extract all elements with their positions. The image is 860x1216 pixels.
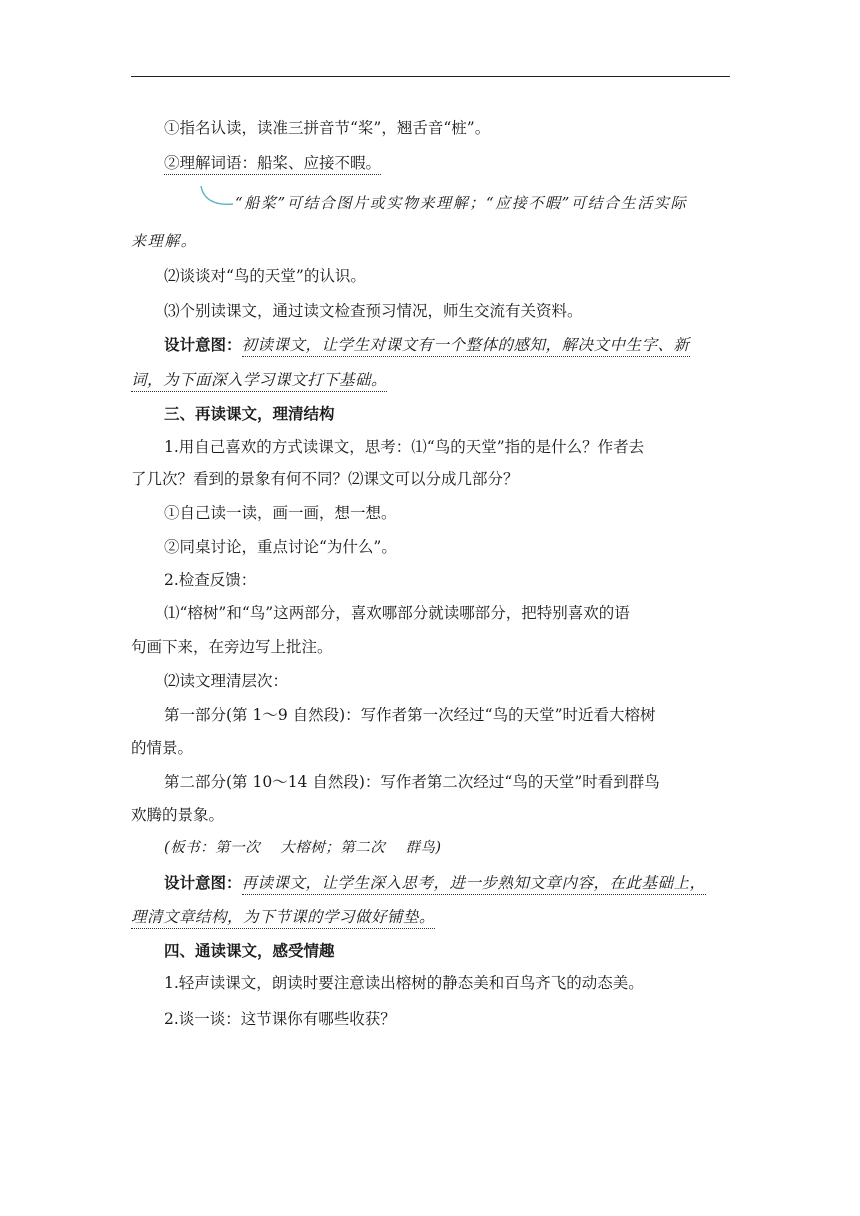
design-intent-2-line1 bbox=[164, 873, 730, 893]
task-2-heading: 2.检查反馈： bbox=[164, 571, 257, 589]
section-heading-3: 三、再读课文，理清结构 bbox=[164, 404, 335, 423]
blackboard-note: (板书：第一次 大榕树；第二次 群鸟) bbox=[164, 840, 442, 856]
step-understand-words-text: ②理解词语：船桨、应接不暇。 bbox=[164, 154, 381, 175]
part-one-line1: 第一部分(第 1～9 自然段)：写作者第一次经过“鸟的天堂”时近看大榕树 bbox=[164, 706, 656, 724]
task-1-line1: 1.用自己喜欢的方式读课文，思考：⑴“鸟的天堂”指的是什么？作者去 bbox=[164, 438, 645, 456]
part-two-line1: 第二部分(第 10～14 自然段)：写作者第二次经过“鸟的天堂”时看到群鸟 bbox=[164, 773, 660, 791]
task-2-item2: ⑵读文理清层次： bbox=[164, 672, 289, 690]
step-individual-read: ⑶个别读课文，通过读文检查预习情况，师生交流有关资料。 bbox=[164, 302, 583, 320]
final-task-2: 2.谈一谈：这节课你有哪些收获？ bbox=[164, 1010, 396, 1028]
design-intent-1-text-a: 初读课文，让学生对课文有一个整体的感知，解决文中生字、新 bbox=[242, 336, 690, 357]
final-task-1: 1.轻声读课文，朗读时要注意读出榕树的静态美和百鸟齐飞的动态美。 bbox=[164, 974, 644, 992]
annotation-note-line2: 来理解。 bbox=[131, 232, 198, 250]
step-read-aloud: ①指名认读，读准三拼音节“桨”，翘舌音“桩”。 bbox=[164, 119, 491, 137]
part-one-line2: 的情景。 bbox=[131, 739, 194, 757]
task-1-sub1: ①自己读一读，画一画，想一想。 bbox=[164, 504, 397, 522]
document-page bbox=[131, 0, 730, 1216]
annotation-arrow-icon bbox=[197, 184, 237, 212]
design-intent-1-line1 bbox=[164, 335, 730, 355]
section-heading-4: 四、通读课文，感受情趣 bbox=[164, 941, 335, 960]
part-two-line2: 欢腾的景象。 bbox=[131, 806, 225, 824]
design-intent-2-line2 bbox=[131, 907, 730, 927]
design-intent-1-text-b: 词，为下面深入学习课文打下基础。 bbox=[131, 371, 387, 392]
design-intent-2-text-b: 理清文章结构，为下节课的学习做好铺垫。 bbox=[131, 908, 435, 929]
task-1-line2: 了几次？看到的景象有何不同？⑵课文可以分成几部分？ bbox=[131, 470, 519, 488]
task-2-item1-line1: ⑴“榕树”和“鸟”这两部分，喜欢哪部分就读哪部分，把特别喜欢的语 bbox=[164, 604, 630, 622]
header-rule bbox=[131, 76, 730, 77]
task-1-sub2: ②同桌讨论，重点讨论“为什么”。 bbox=[164, 538, 397, 556]
annotation-note-line1: “船桨”可结合图片或实物来理解；“应接不暇”可结合生活实际 bbox=[235, 194, 688, 212]
design-intent-label: 设计意图： bbox=[164, 335, 242, 354]
task-2-item1-line2: 句画下来，在旁边写上批注。 bbox=[131, 638, 333, 656]
design-intent-2-text-a: 再读课文，让学生深入思考，进一步熟知文章内容，在此基础上， bbox=[242, 874, 706, 895]
design-intent-label: 设计意图： bbox=[164, 873, 242, 892]
step-discuss-heaven: ⑵谈谈对“鸟的天堂”的认识。 bbox=[164, 267, 366, 285]
design-intent-1-line2 bbox=[131, 370, 730, 390]
step-understand-words bbox=[164, 153, 730, 173]
